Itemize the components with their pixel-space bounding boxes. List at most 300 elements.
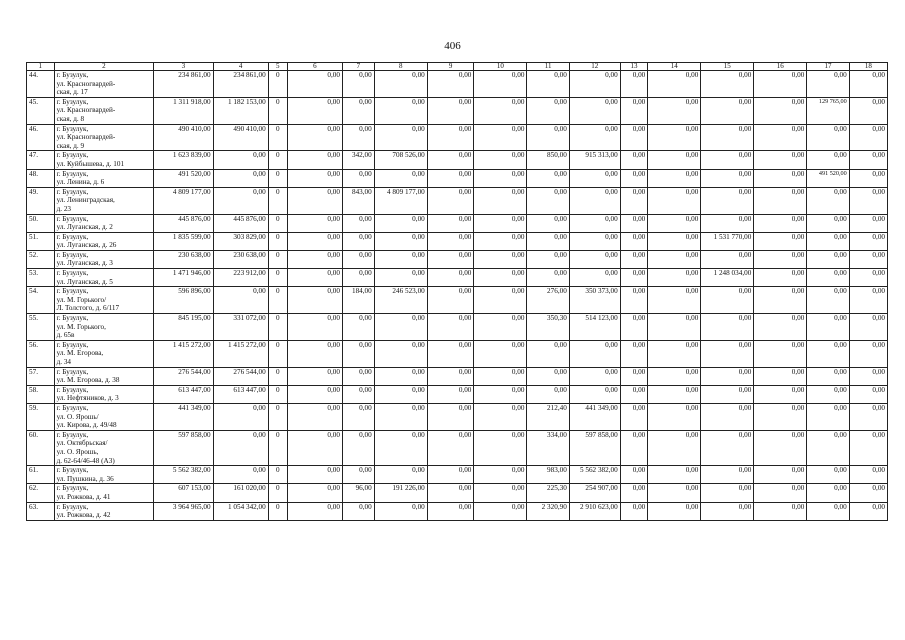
value-cell: 184,00: [342, 287, 374, 314]
value-cell: 0,00: [807, 151, 849, 169]
value-cell: 0: [268, 466, 287, 484]
value-cell: 0,00: [427, 466, 474, 484]
value-cell: 0,00: [754, 214, 807, 232]
value-cell: 0,00: [474, 269, 527, 287]
value-cell: 0,00: [374, 250, 427, 268]
value-cell: 0,00: [287, 187, 342, 214]
address-line: д. 34: [56, 358, 72, 366]
address-line: ул. М. Горького,: [56, 322, 106, 331]
value-cell: 0,00: [648, 314, 701, 341]
value-cell: 983,00: [527, 466, 569, 484]
value-cell: 0,00: [342, 466, 374, 484]
value-cell: 0,00: [474, 484, 527, 502]
value-cell: 0,00: [527, 367, 569, 385]
value-cell: 0,00: [620, 287, 648, 314]
value-cell: 0,00: [474, 232, 527, 250]
value-cell: 613 447,00: [154, 385, 213, 403]
value-cell: 0,00: [527, 340, 569, 367]
address-cell: [54, 287, 154, 314]
value-cell: 0,00: [648, 269, 701, 287]
address-line: ул. Луганская, д. 3: [56, 259, 113, 268]
value-cell: 0,00: [620, 430, 648, 465]
value-cell: 0,00: [287, 502, 342, 520]
table-row: [27, 314, 888, 341]
value-cell: 0,00: [342, 71, 374, 98]
value-cell: 0,00: [427, 97, 474, 124]
value-cell: 1 835 599,00: [154, 232, 213, 250]
address-cell: [54, 340, 154, 367]
value-cell: 331 072,00: [213, 314, 268, 341]
value-cell: 0,00: [648, 214, 701, 232]
value-cell: 0: [268, 430, 287, 465]
value-cell: 0,00: [569, 124, 620, 151]
value-cell: 0,00: [213, 403, 268, 430]
value-cell: 514 123,00: [569, 314, 620, 341]
value-cell: 0,00: [474, 466, 527, 484]
value-cell: 0,00: [849, 484, 887, 502]
value-cell: 0,00: [648, 287, 701, 314]
value-cell: 0,00: [701, 314, 754, 341]
table-header-row: [27, 63, 888, 71]
value-cell: 0,00: [701, 340, 754, 367]
value-cell: 0,00: [807, 214, 849, 232]
value-cell: 0,00: [754, 250, 807, 268]
value-cell: 191 226,00: [374, 484, 427, 502]
value-cell: 0,00: [342, 169, 374, 187]
value-cell: 0,00: [374, 340, 427, 367]
value-cell: 0,00: [807, 502, 849, 520]
value-cell: 0,00: [474, 502, 527, 520]
value-cell: 0,00: [807, 484, 849, 502]
table-row: [27, 187, 888, 214]
value-cell: 0,00: [474, 214, 527, 232]
value-cell: 0,00: [427, 269, 474, 287]
table-row: [27, 97, 888, 124]
address-line: ул. Ленина, д. 6: [56, 178, 105, 187]
value-cell: 0,00: [754, 287, 807, 314]
value-cell: 0,00: [620, 169, 648, 187]
value-cell: 230 638,00: [213, 250, 268, 268]
address-cell: [54, 502, 154, 520]
row-number: 46.: [27, 124, 55, 151]
value-cell: 0,00: [620, 340, 648, 367]
table-row: [27, 403, 888, 430]
value-cell: 0,00: [342, 502, 374, 520]
value-cell: 0,00: [287, 269, 342, 287]
value-cell: 350,30: [527, 314, 569, 341]
value-cell: 0,00: [474, 367, 527, 385]
value-cell: 0,00: [427, 367, 474, 385]
value-cell: 0,00: [807, 314, 849, 341]
value-cell: 234 861,00: [213, 71, 268, 98]
value-cell: 0,00: [754, 124, 807, 151]
value-cell: 0,00: [474, 71, 527, 98]
value-cell: 0,00: [342, 97, 374, 124]
value-cell: 0,00: [287, 466, 342, 484]
row-number: 60.: [27, 430, 55, 465]
column-header: 4: [213, 63, 268, 71]
value-cell: 0,00: [287, 214, 342, 232]
row-number: 45.: [27, 97, 55, 124]
value-cell: 246 523,00: [374, 287, 427, 314]
value-cell: 0,00: [620, 250, 648, 268]
value-cell: 0,00: [807, 466, 849, 484]
row-number: 51.: [27, 232, 55, 250]
value-cell: 0: [268, 287, 287, 314]
value-cell: 0,00: [569, 214, 620, 232]
address-line: Л. Толстого, д. 6/117: [56, 304, 120, 313]
value-cell: 350 373,00: [569, 287, 620, 314]
value-cell: 0,00: [701, 367, 754, 385]
value-cell: 0: [268, 502, 287, 520]
value-cell: 96,00: [342, 484, 374, 502]
column-header: 8: [374, 63, 427, 71]
value-cell: 491 520,00: [154, 169, 213, 187]
value-cell: 0,00: [527, 169, 569, 187]
value-cell: 0,00: [569, 71, 620, 98]
value-cell: 0,00: [701, 502, 754, 520]
value-cell: 0,00: [849, 314, 887, 341]
address-line: д. 65в: [56, 331, 75, 340]
address-line: г. Бузулук,: [56, 71, 89, 79]
address-line: г. Бузулук,: [56, 187, 89, 196]
address-line: г. Бузулук,: [56, 287, 89, 296]
table-row: [27, 71, 888, 98]
value-cell: 0,00: [427, 314, 474, 341]
value-cell: 0: [268, 269, 287, 287]
value-cell: 0,00: [474, 287, 527, 314]
value-cell: 0: [268, 214, 287, 232]
value-cell: 0,00: [807, 71, 849, 98]
value-cell: 0,00: [527, 97, 569, 124]
table-row: [27, 169, 888, 187]
value-cell: 0,00: [701, 151, 754, 169]
address-cell: [54, 250, 154, 268]
value-cell: 0,00: [620, 314, 648, 341]
value-cell: 0,00: [374, 169, 427, 187]
value-cell: 0,00: [754, 502, 807, 520]
value-cell: 0,00: [807, 430, 849, 465]
address-line: ул. Октябрьская/: [56, 439, 108, 448]
value-cell: 0,00: [474, 124, 527, 151]
value-cell: 0,00: [374, 314, 427, 341]
address-line: г. Бузулук,: [56, 169, 89, 178]
address-cell: [54, 97, 154, 124]
value-cell: 0,00: [527, 124, 569, 151]
value-cell: 0,00: [287, 71, 342, 98]
value-cell: 0,00: [569, 367, 620, 385]
address-cell: [54, 430, 154, 465]
value-cell: 0,00: [754, 314, 807, 341]
value-cell: 915 313,00: [569, 151, 620, 169]
address-line: г. Бузулук,: [56, 269, 89, 278]
value-cell: 0,00: [849, 466, 887, 484]
value-cell: 0,00: [287, 250, 342, 268]
value-cell: 0,00: [427, 214, 474, 232]
value-cell: 0,00: [427, 430, 474, 465]
value-cell: 1 531 770,00: [701, 232, 754, 250]
value-cell: 0,00: [754, 340, 807, 367]
address-line: г. Бузулук,: [56, 385, 89, 394]
address-line: д. 23: [56, 204, 72, 213]
value-cell: 0,00: [527, 250, 569, 268]
value-cell: 490 410,00: [154, 124, 213, 151]
value-cell: 2 320,90: [527, 502, 569, 520]
value-cell: 0,00: [374, 232, 427, 250]
address-line: ская, д. 8: [56, 114, 85, 123]
address-line: г. Бузулук,: [56, 250, 89, 259]
value-cell: 0,00: [342, 314, 374, 341]
address-line: ул. М. Горького/: [56, 295, 107, 304]
value-cell: 843,00: [342, 187, 374, 214]
value-cell: 0: [268, 367, 287, 385]
value-cell: 0,00: [427, 403, 474, 430]
value-cell: 445 876,00: [154, 214, 213, 232]
table-row: [27, 367, 888, 385]
value-cell: 0,00: [648, 169, 701, 187]
address-line: ул. Красногвардей-: [56, 106, 116, 115]
value-cell: 0,00: [342, 403, 374, 430]
value-cell: 0,00: [849, 340, 887, 367]
address-line: г. Бузулук,: [56, 484, 89, 493]
table-row: [27, 430, 888, 465]
value-cell: 0,00: [427, 187, 474, 214]
value-cell: 342,00: [342, 151, 374, 169]
value-cell: 334,00: [527, 430, 569, 465]
value-cell: 0,00: [427, 484, 474, 502]
value-cell: 0: [268, 250, 287, 268]
value-cell: 0,00: [374, 502, 427, 520]
value-cell: 0,00: [213, 430, 268, 465]
value-cell: 0,00: [648, 71, 701, 98]
value-cell: 0,00: [427, 250, 474, 268]
value-cell: 0,00: [374, 97, 427, 124]
value-cell: 0,00: [287, 484, 342, 502]
value-cell: 0,00: [374, 367, 427, 385]
value-cell: 0,00: [474, 314, 527, 341]
address-cell: [54, 169, 154, 187]
value-cell: 0,00: [754, 385, 807, 403]
value-cell: 0,00: [754, 97, 807, 124]
value-cell: 1 054 342,00: [213, 502, 268, 520]
value-cell: 0,00: [620, 151, 648, 169]
value-cell: 1 248 034,00: [701, 269, 754, 287]
value-cell: 0: [268, 151, 287, 169]
value-cell: 0,00: [807, 187, 849, 214]
column-header: 15: [701, 63, 754, 71]
value-cell: 0,00: [648, 97, 701, 124]
value-cell: 0,00: [474, 340, 527, 367]
table-row: [27, 287, 888, 314]
value-cell: 0,00: [374, 71, 427, 98]
value-cell: 0,00: [620, 187, 648, 214]
value-cell: 0,00: [474, 151, 527, 169]
value-cell: 0,00: [427, 151, 474, 169]
value-cell: 0,00: [807, 385, 849, 403]
value-cell: 0,00: [701, 214, 754, 232]
value-cell: 0,00: [701, 124, 754, 151]
value-cell: 4 809 177,00: [374, 187, 427, 214]
value-cell: 0,00: [527, 269, 569, 287]
value-cell: 0,00: [342, 269, 374, 287]
value-cell: 1 415 272,00: [213, 340, 268, 367]
row-number: 47.: [27, 151, 55, 169]
value-cell: 850,00: [527, 151, 569, 169]
value-cell: 0,00: [427, 232, 474, 250]
value-cell: 0,00: [287, 124, 342, 151]
value-cell: 0,00: [754, 269, 807, 287]
value-cell: 0,00: [342, 124, 374, 151]
value-cell: 0,00: [213, 187, 268, 214]
value-cell: 0,00: [648, 385, 701, 403]
column-header: 14: [648, 63, 701, 71]
value-cell: 0,00: [569, 169, 620, 187]
value-cell: 129 765,00: [807, 97, 849, 124]
value-cell: 0: [268, 385, 287, 403]
address-line: ул. Луганская, д. 2: [56, 223, 113, 232]
value-cell: 1 623 839,00: [154, 151, 213, 169]
value-cell: 0: [268, 232, 287, 250]
value-cell: 0: [268, 314, 287, 341]
value-cell: 0,00: [374, 430, 427, 465]
table-row: [27, 250, 888, 268]
column-header: 10: [474, 63, 527, 71]
address-line: ул. М. Егорова,: [56, 349, 104, 358]
value-cell: 0,00: [427, 287, 474, 314]
value-cell: 0,00: [648, 124, 701, 151]
address-line: д. 62-64/46-48 (А3): [56, 456, 115, 465]
value-cell: 0,00: [213, 169, 268, 187]
row-number: 50.: [27, 214, 55, 232]
address-cell: [54, 187, 154, 214]
table-row: [27, 269, 888, 287]
value-cell: 230 638,00: [154, 250, 213, 268]
value-cell: 0,00: [648, 502, 701, 520]
value-cell: 0,00: [213, 466, 268, 484]
address-line: ул. Кирова, д. 49/48: [56, 421, 117, 430]
value-cell: 0,00: [754, 484, 807, 502]
address-line: г. Бузулук,: [56, 502, 89, 511]
value-cell: 0,00: [849, 71, 887, 98]
value-cell: 0,00: [342, 214, 374, 232]
address-cell: [54, 71, 154, 98]
value-cell: 0,00: [701, 250, 754, 268]
address-line: ул. Красногвардей-: [56, 133, 116, 142]
value-cell: 0,00: [287, 367, 342, 385]
value-cell: 303 829,00: [213, 232, 268, 250]
value-cell: 0,00: [648, 232, 701, 250]
value-cell: 0,00: [527, 71, 569, 98]
value-cell: 0,00: [701, 403, 754, 430]
column-header: 18: [849, 63, 887, 71]
row-number: 53.: [27, 269, 55, 287]
value-cell: 441 349,00: [569, 403, 620, 430]
value-cell: 0,00: [849, 385, 887, 403]
value-cell: 0,00: [620, 124, 648, 151]
table-row: [27, 484, 888, 502]
value-cell: 0,00: [807, 340, 849, 367]
row-number: 44.: [27, 71, 55, 98]
value-cell: 0,00: [427, 124, 474, 151]
value-cell: 0,00: [701, 169, 754, 187]
value-cell: 2 910 623,00: [569, 502, 620, 520]
value-cell: 0,00: [849, 367, 887, 385]
value-cell: 0,00: [342, 367, 374, 385]
value-cell: 0,00: [569, 269, 620, 287]
value-cell: 0,00: [849, 403, 887, 430]
value-cell: 0,00: [754, 367, 807, 385]
value-cell: 0,00: [620, 71, 648, 98]
value-cell: 0,00: [754, 232, 807, 250]
value-cell: 276 544,00: [213, 367, 268, 385]
table-row: [27, 466, 888, 484]
address-line: ул. Пушкина, д. 36: [56, 474, 114, 483]
value-cell: 0: [268, 124, 287, 151]
value-cell: 0,00: [374, 124, 427, 151]
value-cell: 161 020,00: [213, 484, 268, 502]
value-cell: 0: [268, 97, 287, 124]
address-line: г. Бузулук,: [56, 314, 89, 323]
value-cell: 0,00: [342, 340, 374, 367]
address-line: г. Бузулук,: [56, 367, 89, 376]
address-line: г. Бузулук,: [56, 124, 89, 133]
value-cell: 0,00: [527, 214, 569, 232]
value-cell: 0,00: [754, 466, 807, 484]
address-cell: [54, 232, 154, 250]
value-cell: 0,00: [701, 385, 754, 403]
row-number: 58.: [27, 385, 55, 403]
value-cell: 0,00: [701, 287, 754, 314]
value-cell: 0,00: [287, 97, 342, 124]
value-cell: 276,00: [527, 287, 569, 314]
value-cell: 491 520,00: [807, 169, 849, 187]
column-header: 7: [342, 63, 374, 71]
address-cell: [54, 151, 154, 169]
row-number: 54.: [27, 287, 55, 314]
value-cell: 1 311 918,00: [154, 97, 213, 124]
row-number: 52.: [27, 250, 55, 268]
value-cell: 0,00: [807, 287, 849, 314]
value-cell: 0,00: [620, 385, 648, 403]
value-cell: 0,00: [374, 385, 427, 403]
row-number: 55.: [27, 314, 55, 341]
value-cell: 490 410,00: [213, 124, 268, 151]
value-cell: 0,00: [620, 367, 648, 385]
value-cell: 708 526,00: [374, 151, 427, 169]
value-cell: 0,00: [701, 484, 754, 502]
value-cell: 0,00: [569, 250, 620, 268]
table-row: [27, 340, 888, 367]
value-cell: 0,00: [342, 430, 374, 465]
value-cell: 0,00: [807, 232, 849, 250]
value-cell: 0,00: [849, 250, 887, 268]
value-cell: 0,00: [342, 385, 374, 403]
value-cell: 0,00: [287, 314, 342, 341]
address-line: ская, д. 9: [56, 141, 85, 150]
address-line: г. Бузулук,: [56, 466, 89, 475]
column-header: 5: [268, 63, 287, 71]
address-line: ская, д. 17: [56, 88, 88, 97]
value-cell: 0,00: [287, 287, 342, 314]
value-cell: 0,00: [620, 232, 648, 250]
value-cell: 276 544,00: [154, 367, 213, 385]
value-cell: 0,00: [849, 97, 887, 124]
value-cell: 0,00: [374, 466, 427, 484]
row-number: 49.: [27, 187, 55, 214]
value-cell: 0,00: [474, 250, 527, 268]
address-line: ул. Нефтяников, д. 3: [56, 394, 119, 403]
row-number: 63.: [27, 502, 55, 520]
